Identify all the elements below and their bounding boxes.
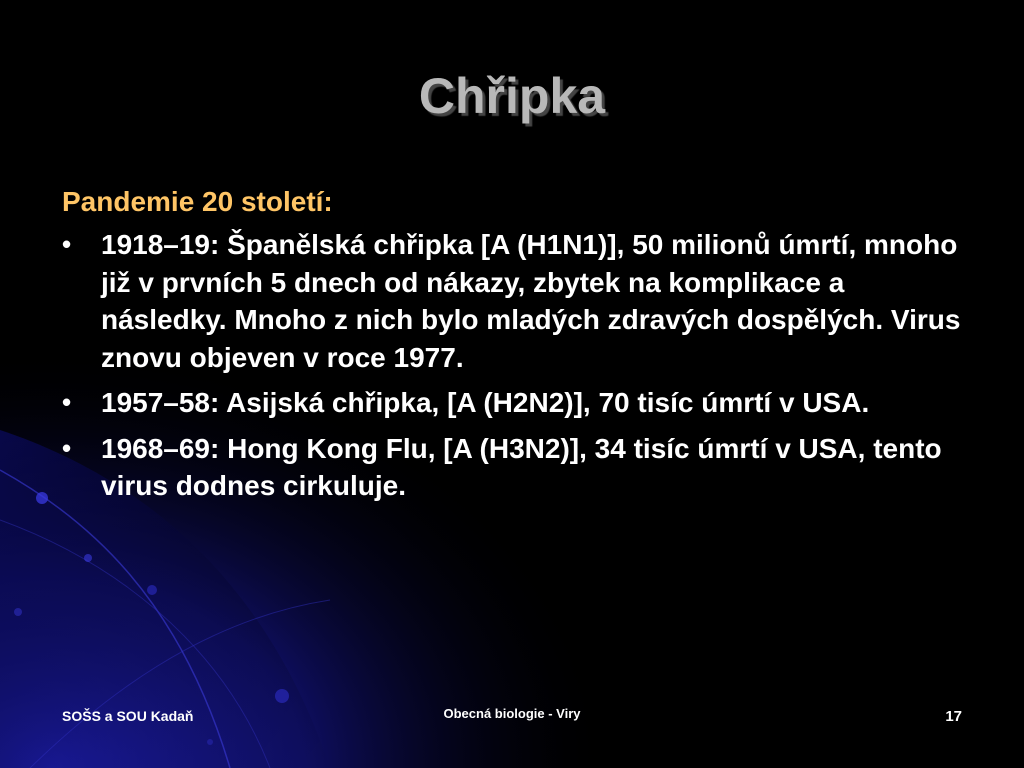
- bullet-text: 1918–19: Španělská chřipka [A (H1N1)], 50 milionů úmrtí, mnoho již v prvních 5 dnech od nákazy, zbytek na komplikace a následky. Mnoho z nich bylo mladých zdravých dospělých. Virus znovu objeven v roce 1977.: [101, 229, 961, 373]
- decor-dot: [207, 739, 213, 745]
- bullet-item: [62, 430, 972, 505]
- footer-course: Obecná biologie - Viry: [443, 706, 581, 721]
- decor-dot: [147, 585, 157, 595]
- bullet-icon: •: [62, 432, 72, 463]
- page-number: 17: [945, 708, 962, 725]
- bullet-icon: •: [62, 387, 72, 417]
- bullet-item: [62, 384, 972, 422]
- bullet-icon: •: [62, 229, 72, 259]
- slide-title: Chřipka: [418, 68, 606, 124]
- bullet-text: 1968–69: Hong Kong Flu, [A (H3N2)], 34 tisíc úmrtí v USA, tento virus dodnes cirkuluje.: [101, 432, 942, 501]
- bullet-item: [62, 226, 972, 376]
- bullet-text: 1957–58: Asijská chřipka, [A (H2N2)], 70 tisíc úmrtí v USA.: [101, 387, 870, 418]
- decor-dot: [275, 689, 289, 703]
- bullet-list: [62, 226, 972, 505]
- decor-dot: [14, 608, 22, 616]
- slide-content: [62, 184, 972, 513]
- subheading: Pandemie 20 století:: [62, 186, 333, 217]
- footer-school: SOŠS a SOU Kadaň: [62, 708, 194, 724]
- decor-dot: [84, 554, 92, 562]
- decor-dot: [36, 492, 48, 504]
